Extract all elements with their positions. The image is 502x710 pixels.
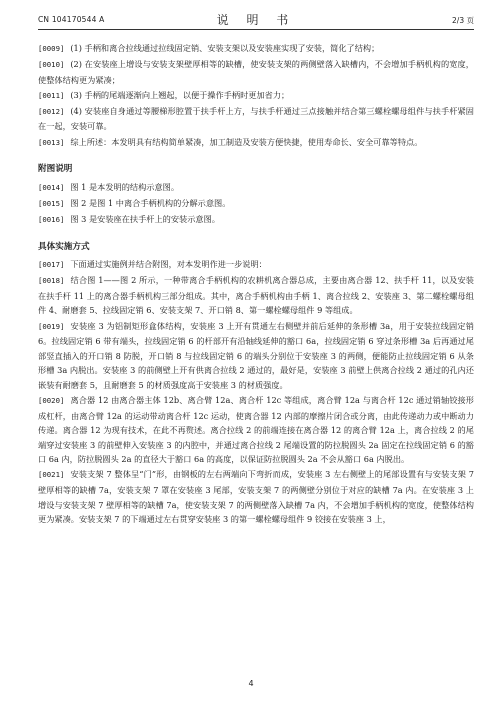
- paragraph: [38, 212, 474, 228]
- paragraph-text: (1) 手柄和离合拉线通过拉线固定销、安装支架以及安装座实现了安装，简化了结构；: [70, 43, 380, 53]
- paragraph-number: [0018]: [38, 276, 65, 286]
- paragraph-text: 图 1 是本发明的结构示意图。: [70, 181, 180, 192]
- paragraph: [38, 319, 474, 393]
- paragraph-number: [0014]: [38, 182, 65, 192]
- paragraph-text: 离合器 12 由离合器主体 12b、离合臂 12a、离合杆 12c 等组成，离合臂 12a 与离合杆 12c 通过销轴铰接形成杠杆，由离合臂 12a 的运动带动离合杆 12c 运动，使离合器 12 内部的摩擦片闭合或分离，由此传递动力或中断动力传递。离合器 12 为现有技术，在此不再赘述。离合拉线 2 的前端连接在离合器 12 的离合臂 12a 上，离合拉线 2 的尾端穿过安装座 3 的前壁伸入安装座 3 的内腔中，并通过离合拉线 2 尾端设置的防拉脱圆头 2a 固定在拉线固定销 6 的豁口 6a 内，防拉脱圆头 2a 的直径大于豁口 6a 的高度，以保证防拉脱圆头 2a 不会从豁口 6a 内脱出。: [38, 394, 474, 465]
- paragraph-text: 下面通过实施例并结合附图，对本发明作进一步说明：: [70, 259, 267, 270]
- section-heading-figures: 附图说明: [38, 164, 73, 175]
- header-rule: [38, 29, 474, 30]
- paragraph-text: 结合图 1——图 2 所示，一种带离合手柄机构的农耕机离合器总成，主要由离合器 12、扶手杆 11，以及安装在扶手杆 11 上的离合器手柄机构三部分组成。其中，离合手柄机构由手柄 1、离合拉线 2、安装座 3、第二螺栓螺母组件 4、耐磨套 5、拉线固定销 6、安装支架 7、开口销 8、第一螺栓螺母组件 9 等组成。: [38, 275, 474, 316]
- publication-number: CN 104170544 A: [38, 15, 105, 24]
- paragraph: [38, 104, 474, 134]
- paragraph: [38, 88, 474, 104]
- document-title: 说 明 书: [216, 13, 296, 27]
- paragraph-number: [0020]: [38, 395, 65, 405]
- paragraph-text: 安装支架 7 整体呈“门”形，由钢板的左右两端向下弯折而成，安装座 3 左右侧壁上的尾部设置有与安装支架 7 壁厚相等的缺槽 7a，安装支架 7 罩在安装座 3 尾部，安装支架 7 的两侧壁分别位于对应的缺槽 7a 内。在安装座 3 上增设与安装支架 7 壁厚相等的缺槽 7a，使安装支架 7 的两侧壁落入缺槽 7a 内，不会增加手柄机构的宽度，使整体结构更为紧凑。安装支架 7 的下端通过左右贯穿安装座 3 的第一螺栓螺母组件 9 铰接在安装座 3 上，: [38, 469, 474, 525]
- paragraph-number: [0009]: [38, 44, 65, 53]
- paragraph: [38, 257, 474, 273]
- paragraph: [38, 393, 474, 467]
- paragraph: [38, 467, 474, 526]
- paragraph-number: [0015]: [38, 198, 65, 208]
- paragraph: [38, 273, 474, 318]
- paragraph-text: (3) 手柄的尾端逐渐向上翘起，以便于操作手柄时更加省力；: [70, 89, 290, 100]
- paragraph-number: [0012]: [38, 106, 65, 116]
- paragraph-text: (2) 在安装座上增设与安装支架壁厚相等的缺槽，使安装支架的两侧壁落入缺槽内，不会增加手柄机构的宽度，使整体结构更为紧凑；: [38, 59, 474, 85]
- paragraph-text: 图 2 是图 1 中离合手柄机构的分解示意图。: [70, 197, 231, 208]
- section-heading-embodiment: 具体实施方式: [38, 241, 90, 252]
- document-body: [38, 41, 474, 527]
- paragraph-number: [0013]: [38, 137, 65, 147]
- paragraph: [38, 135, 474, 151]
- paragraph: [38, 196, 474, 212]
- paragraph-text: 安装座 3 为铝制矩形盒体结构，安装座 3 上开有贯通左右侧壁并前后延伸的条形槽 3a，用于安装拉线固定销 6。拉线固定销 6 带有端头，拉线固定销 6 的杆部开有沿轴线延伸的豁口 6a，拉线固定销 6 穿过条形槽 3a 后再通过尾部竖直插入的开口销 8 防脱，开口销 8 与拉线固定销 6 的端头分别位于安装座 3 的两侧，便能防止拉线固定销 6 从条形槽 3a 内脱出。安装座 3 的前侧壁上开有供离合拉线 2 通过的，最好是，安装座 3 前壁上供离合拉线 2 通过的孔内还嵌装有耐磨套 5，且耐磨套 5 的材质强度高于安装座 3 的材质强度。: [38, 320, 474, 390]
- paragraph: [38, 180, 474, 196]
- paragraph-number: [0021]: [38, 470, 65, 480]
- page-header: [38, 8, 474, 30]
- page-number: 4: [248, 679, 254, 688]
- page-indicator: 2/3 页: [452, 16, 474, 25]
- paragraph-number: [0017]: [38, 260, 65, 270]
- paragraph-number: [0019]: [38, 321, 65, 331]
- paragraph-text: 图 3 是安装座在扶手杆上的安装示意图。: [70, 213, 220, 224]
- paragraph-text: (4) 安装座自身通过等腰梯形腔置于扶手杆上方，与扶手杆通过三点接触并结合第三螺栓螺母组件与扶手杆紧固在一起，安装可靠。: [38, 105, 474, 132]
- paragraph-number: [0011]: [38, 90, 65, 100]
- paragraph-text: 综上所述：本发明具有结构简单紧凑，加工制造及安装方便快捷，使用寿命长、安全可靠等特点。: [70, 136, 423, 147]
- paragraph-number: [0010]: [38, 60, 65, 70]
- paragraph: [38, 57, 474, 87]
- paragraph-number: [0016]: [38, 214, 65, 224]
- paragraph: [38, 41, 474, 57]
